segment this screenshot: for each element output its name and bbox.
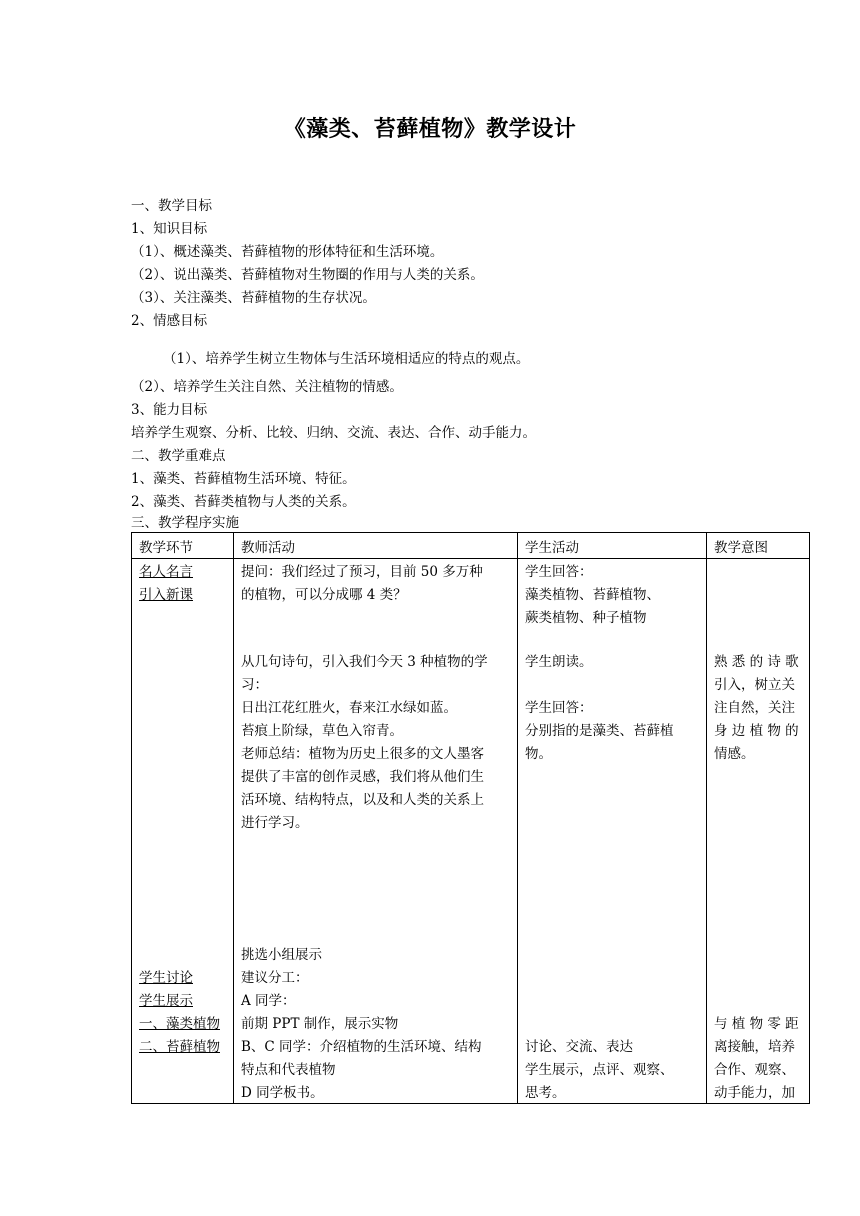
heading-key-points: 二、教学重难点 [131,448,226,464]
ability-goal-text: 培养学生观察、分析、比较、归纳、交流、表达、合作、动手能力。 [131,425,536,441]
header-intent: 教学意图 [707,533,810,559]
student-activity-cell [518,559,707,1104]
knowledge-goal-3: （3）、关注藻类、苔藓植物的生存状况。 [131,290,376,306]
heading-ability-goals: 3、能力目标 [131,402,208,418]
table-header-row [132,533,810,559]
heading-knowledge-goals: 1、知识目标 [131,221,208,237]
intent-hands-on: 与 植 物 零 距 离接触，培养 合作、观察、 动手能力，加 [714,1016,799,1101]
student-answer-2: 学生回答： 分别指的是藻类、苔藓植 物。 [525,700,674,762]
document-title: 《藻类、苔藓植物》教学设计 [283,117,577,142]
emotional-goal-2: （2）、培养学生关注自然、关注植物的情感。 [131,379,403,395]
teacher-question: 提问：我们经过了预习，目前 50 多万种 的植物，可以分成哪 4 类？ [241,564,483,603]
teacher-activity-cell [234,559,518,1104]
header-teacher-activity: 教师活动 [234,533,518,559]
stage-cell [132,559,234,1104]
procedure-table [131,532,810,1104]
stage-intro: 名人名言 引入新课 [139,564,193,603]
teacher-poem-intro: 从几句诗句，引入我们今天 3 种植物的学 习： 日出江花红胜火，春来江水绿如蓝。 苔痕上阶绿，草色入帘青。 老师总结：植物为历史上很多的文人墨客 提供了丰富的创作灵感，我们将从他们生 活环境、结构特点，以及和人类的关系上 进行学习。 [241,654,488,831]
heading-emotional-goals: 2、情感目标 [131,313,208,329]
knowledge-goal-2: （2）、说出藻类、苔藓植物对生物圈的作用与人类的关系。 [131,267,484,283]
teacher-group-show: 挑选小组展示 建议分工： A 同学： 前期 PPT 制作，展示实物 B、C 同学：介绍植物的生活环境、结构 特点和代表植物 D 同学板书。 [241,947,482,1101]
student-reading: 学生朗读。 [525,654,593,670]
table-row [132,559,810,1104]
emotional-goal-1: （1）、培养学生树立生物体与生活环境相适应的特点的观点。 [163,351,530,367]
intent-poem: 熟 悉 的 诗 歌 引入，树立关 注自然，关注 身 边 植 物 的 情感。 [714,654,799,762]
heading-teaching-goals: 一、教学目标 [131,198,212,214]
key-point-2: 2、藻类、苔藓类植物与人类的关系。 [131,494,356,510]
header-stage: 教学环节 [132,533,234,559]
student-answer-1: 学生回答： 藻类植物、苔藓植物、 蕨类植物、种子植物 [525,564,660,626]
student-discussion: 讨论、交流、表达 学生展示，点评、观察、 思考。 [525,1039,674,1101]
knowledge-goal-1: （1）、概述藻类、苔藓植物的形体特征和生活环境。 [131,244,444,260]
intent-cell [707,559,810,1104]
key-point-1: 1、藻类、苔藓植物生活环境、特征。 [131,471,356,487]
stage-discussion: 学生讨论 学生展示 一、藻类植物 二、苔藓植物 [139,970,220,1055]
heading-procedure: 三、教学程序实施 [131,515,239,531]
header-student-activity: 学生活动 [518,533,707,559]
